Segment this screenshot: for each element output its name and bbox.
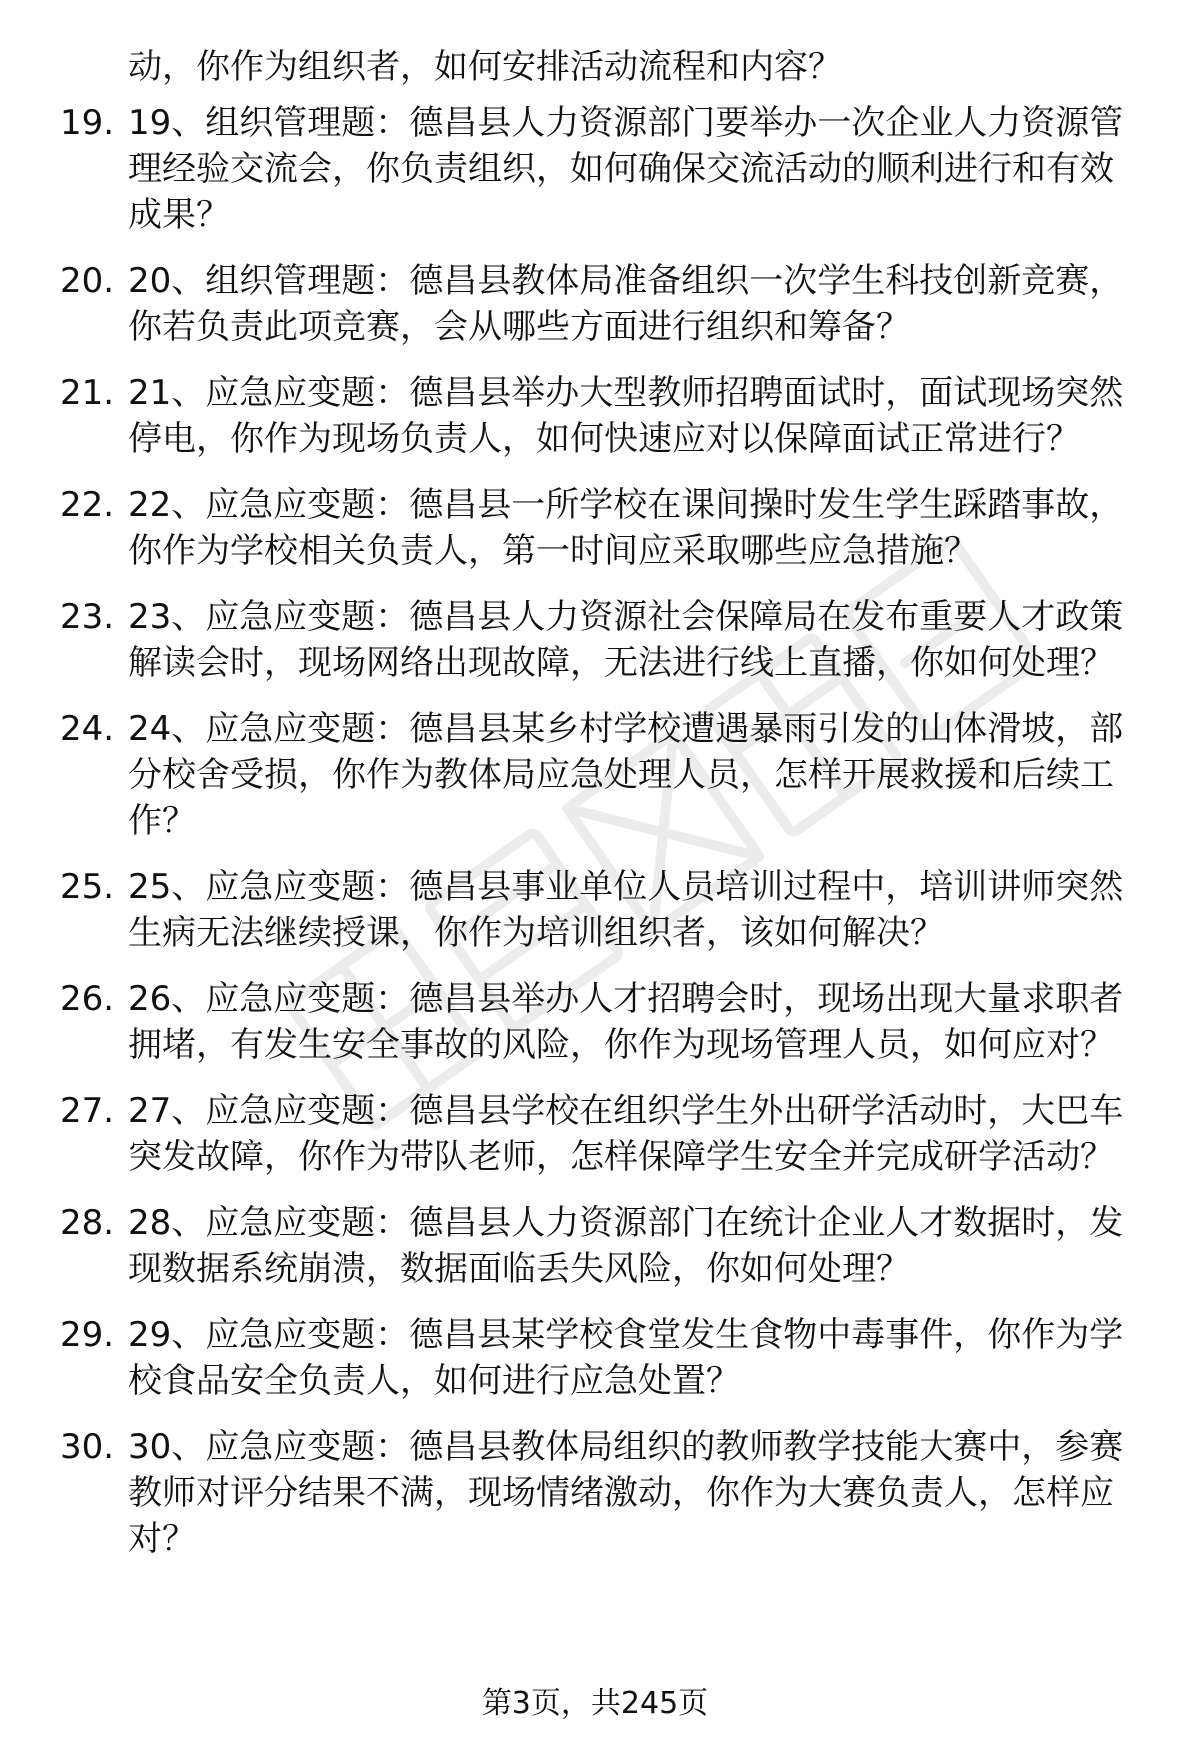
- item-text: 21、应急应变题：德昌县举办大型教师招聘面试时，面试现场突然停电，你作为现场负责人，如何快速应对以保障面试正常进行？: [128, 373, 1124, 459]
- list-item: [0, 100, 1190, 238]
- list-item: [0, 370, 1190, 462]
- page-footer: 第3页，共245页: [481, 1686, 709, 1721]
- list-item: [0, 976, 1190, 1068]
- item-text: 25、应急应变题：德昌县事业单位人员培训过程中，培训讲师突然生病无法继续授课，你作为培训组织者，该如何解决？: [128, 867, 1124, 953]
- item-number: 25.: [60, 867, 115, 907]
- item-text: 23、应急应变题：德昌县人力资源社会保障局在发布重要人才政策解读会时，现场网络出现故障，无法进行线上直播，你如何处理？: [128, 597, 1124, 683]
- item-text: 29、应急应变题：德昌县某学校食堂发生食物中毒事件，你作为学校食品安全负责人，如何进行应急处置？: [128, 1315, 1124, 1401]
- list-item: [0, 1200, 1190, 1292]
- list-item: [0, 864, 1190, 956]
- item-number: 28.: [60, 1203, 115, 1243]
- item-text: 30、应急应变题：德昌县教体局组织的教师教学技能大赛中，参赛教师对评分结果不满，现场情绪激动，你作为大赛负责人，怎样应对？: [128, 1427, 1124, 1559]
- list-item: [0, 258, 1190, 350]
- list-item: [0, 594, 1190, 686]
- list-item: [0, 706, 1190, 844]
- item-text: 20、组织管理题：德昌县教体局准备组织一次学生科技创新竞赛，你若负责此项竞赛，会从哪些方面进行组织和筹备？: [128, 261, 1124, 347]
- continuation-line: 动，你作为组织者，如何安排活动流程和内容？: [128, 47, 842, 87]
- item-text: 22、应急应变题：德昌县一所学校在课间操时发生学生踩踏事故，你作为学校相关负责人，第一时间应采取哪些应急措施？: [128, 485, 1124, 571]
- list-item: [0, 1312, 1190, 1404]
- list-item: [0, 1424, 1190, 1562]
- item-number: 29.: [60, 1315, 115, 1355]
- list-item: [0, 482, 1190, 574]
- item-text: 24、应急应变题：德昌县某乡村学校遭遇暴雨引发的山体滑坡，部分校舍受损，你作为教体局应急处理人员，怎样开展救援和后续工作？: [128, 709, 1124, 841]
- list-item: [0, 1088, 1190, 1180]
- item-text: 28、应急应变题：德昌县人力资源部门在统计企业人才数据时，发现数据系统崩溃，数据面临丢失风险，你如何处理？: [128, 1203, 1124, 1289]
- item-text: 19、组织管理题：德昌县人力资源部门要举办一次企业人力资源管理经验交流会，你负责组织，如何确保交流活动的顺利进行和有效成果？: [128, 103, 1124, 235]
- item-number: 23.: [60, 597, 115, 637]
- question-list: [0, 100, 1190, 1582]
- item-number: 19.: [60, 103, 115, 143]
- item-number: 30.: [60, 1427, 115, 1467]
- item-number: 26.: [60, 979, 115, 1019]
- item-number: 24.: [60, 709, 115, 749]
- item-number: 21.: [60, 373, 115, 413]
- item-text: 27、应急应变题：德昌县学校在组织学生外出研学活动时，大巴车突发故障，你作为带队老师，怎样保障学生安全并完成研学活动？: [128, 1091, 1124, 1177]
- item-number: 27.: [60, 1091, 115, 1131]
- item-number: 22.: [60, 485, 115, 525]
- item-number: 20.: [60, 261, 115, 301]
- item-text: 26、应急应变题：德昌县举办人才招聘会时，现场出现大量求职者拥堵，有发生安全事故的风险，你作为现场管理人员，如何应对？: [128, 979, 1124, 1065]
